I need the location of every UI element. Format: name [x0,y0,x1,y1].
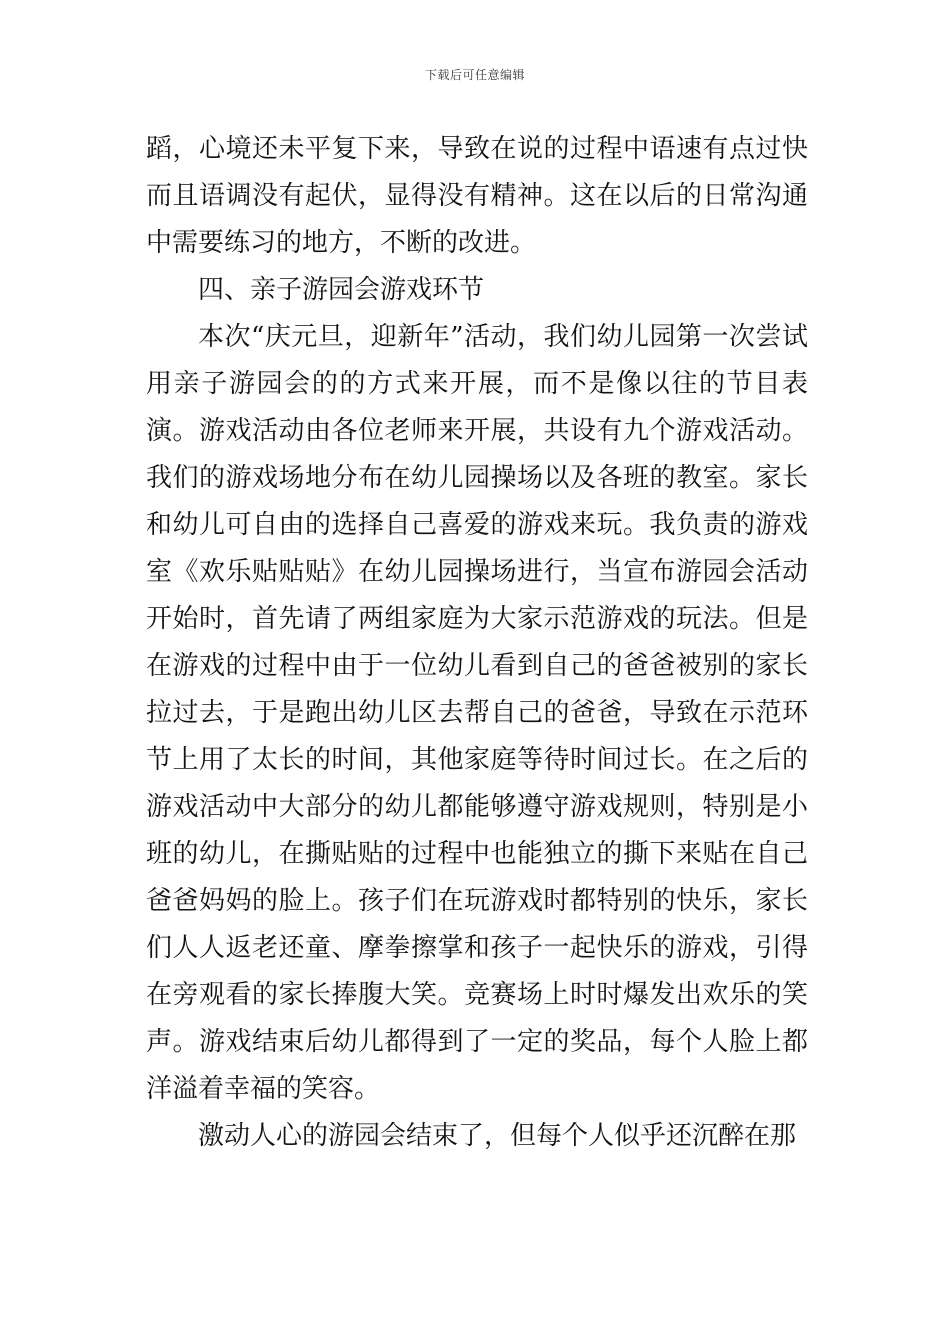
paragraph: 本次“庆元旦，迎新年”活动，我们幼儿园第一次尝试用亲子游园会的的方式来开展，而不是像以往的节目表演。游戏活动由各位老师来开展，共设有九个游戏活动。我们的游戏场地分布在幼儿园操场以及各班的教室。家长和幼儿可自由的选择自己喜爱的游戏来玩。我负责的游戏室《欢乐贴贴贴》在幼儿园操场进行，当宣布游园会活动开始时，首先请了两组家庭为大家示范游戏的玩法。但是在游戏的过程中由于一位幼儿看到自己的爸爸被别的家长拉过去，于是跑出幼儿区去帮自己的爸爸，导致在示范环节上用了太长的时间，其他家庭等待时间过长。在之后的游戏活动中大部分的幼儿都能够遵守游戏规则，特别是小班的幼儿，在撕贴贴的过程中也能独立的撕下来贴在自己爸爸妈妈的脸上。孩子们在玩游戏时都特别的快乐，家长们人人返老还童、摩拳擦掌和孩子一起快乐的游戏，引得在旁观看的家长捧腹大笑。竞赛场上时时爆发出欢乐的笑声。游戏结束后幼儿都得到了一定的奖品，每个人脸上都洋溢着幸福的笑容。 [146,322,808,1104]
page-header: 下载后可任意编辑 [424,68,525,82]
section-heading: 四、亲子游园会游戏环节 [198,275,485,305]
document-body [146,126,808,1160]
paragraph-continuation: 蹈，心境还未平复下来，导致在说的过程中语速有点过快而且语调没有起伏，显得没有精神。这在以后的日常沟通中需要练习的地方，不断的改进。 [146,134,808,258]
paragraph: 激动人心的游园会结束了，但每个人似乎还沉醉在那 [198,1121,797,1151]
